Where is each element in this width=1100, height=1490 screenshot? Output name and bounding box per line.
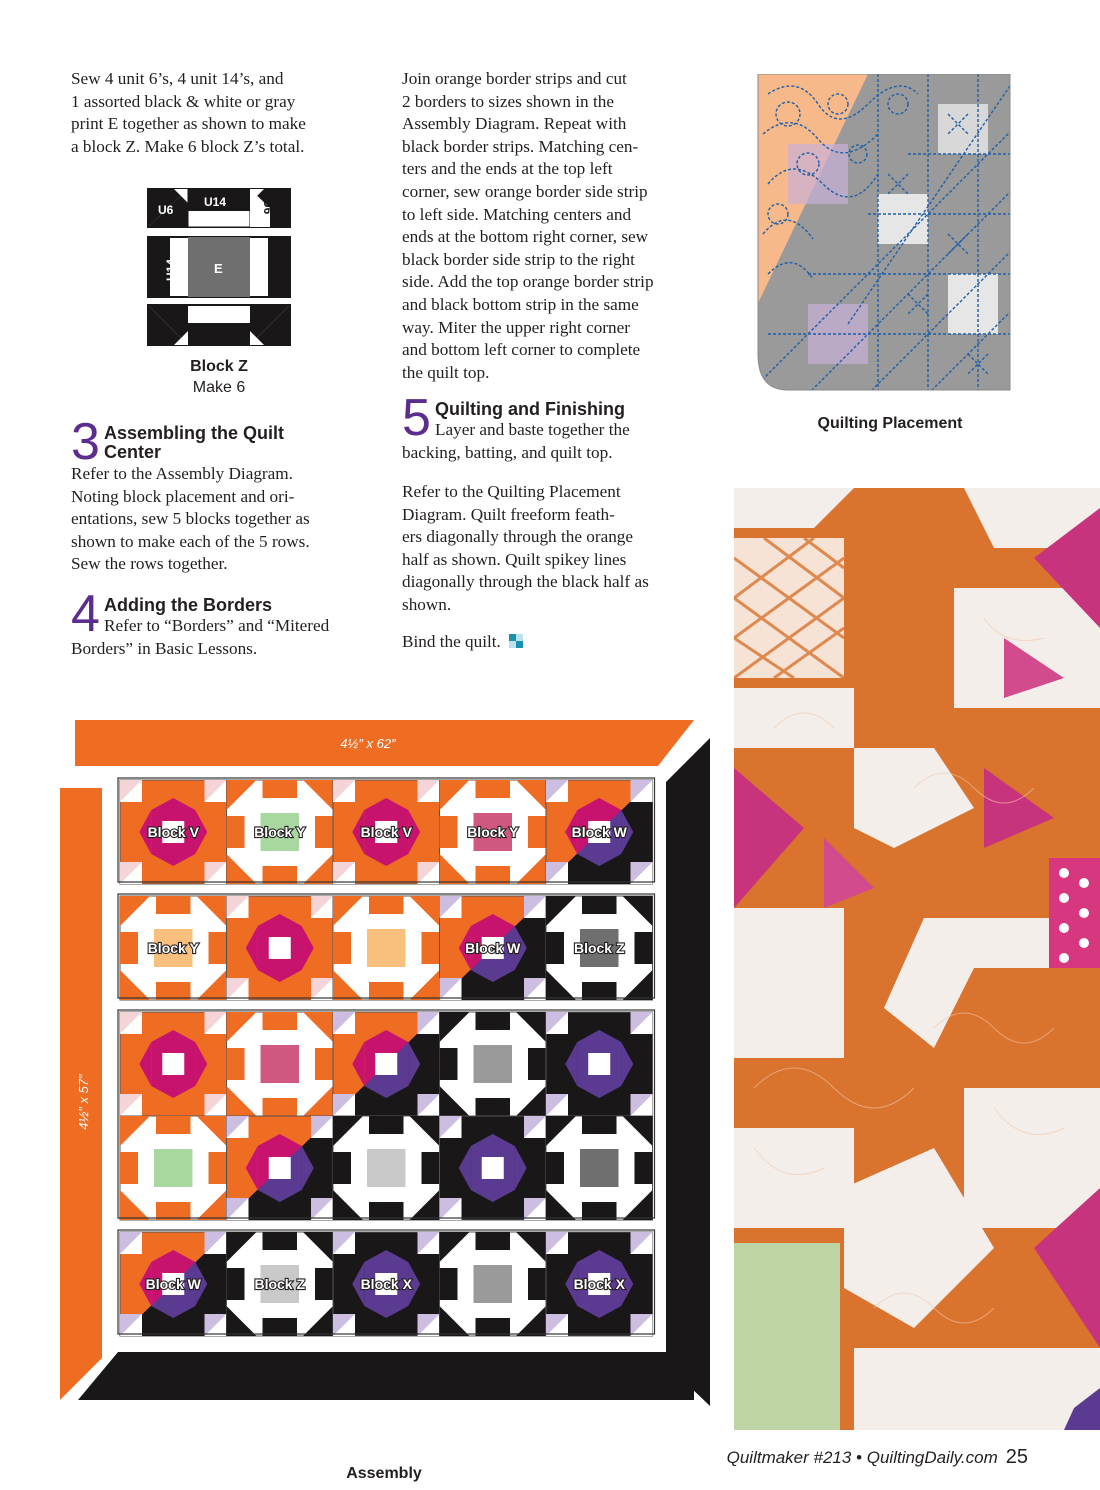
block-label: Block W [145,1276,201,1292]
quilt-block [546,896,653,1000]
block-label: Block Y [254,824,306,840]
quilt-block [120,1232,227,1336]
body-line: ends at the bottom right corner, sew [402,227,649,247]
e-label: E [214,261,223,276]
quilt-block [546,1116,653,1220]
right-border [666,738,710,1406]
step-3-body [71,463,371,576]
block-z-caption [146,356,292,398]
quilt-block [333,896,440,1000]
block-label: Block Z [573,940,625,956]
step-5-number: 5 [402,389,431,447]
u6-right-label: U6 [261,199,275,215]
body-line: way. Miter the upper right corner [402,317,630,337]
body-line: shown. [402,594,452,614]
quilt-block [440,780,547,884]
step-5 [402,389,712,464]
intro-line: a block Z. Make 6 block Z’s total. [71,136,305,156]
body-line: black border strips. Matching cen- [402,136,639,156]
quilting-instructions [402,481,712,617]
step-3-heading-line: Assembling the Quilt [104,423,285,443]
body-line: side. Add the top orange border strip [402,272,654,292]
quilt-block [546,780,653,884]
page-footer [727,1446,1028,1469]
body-line: and bottom left corner to complete [402,340,641,360]
quilt-block [333,1012,440,1116]
magazine-credit: Quiltmaker #213 • QuiltingDaily.com [726,1448,998,1467]
body-line: the quilt top. [402,362,490,382]
block-label: Block W [465,940,521,956]
quilt-block [440,1116,547,1220]
bind-line [402,631,712,654]
quilt-block [227,1232,334,1336]
body-line: backing, batting, and quilt top. [402,442,613,462]
block-label: Block W [571,824,627,840]
u6-left-label: U6 [158,203,174,217]
body-line: Diagram. Quilt freeform feath- [402,504,615,524]
end-mark-icon [509,634,523,648]
bind-text: Bind the quilt. [402,632,501,651]
block-label: Block X [360,1276,412,1292]
quilt-block [440,896,547,1000]
quilt-block [120,896,227,1000]
quilt-block [333,780,440,884]
block-label: Block V [360,824,412,840]
intro-line: print E together as shown to make [71,114,306,134]
body-line: half as shown. Quilt spikey lines [402,549,627,569]
bottom-border [78,1352,694,1400]
block-label: Block V [147,824,199,840]
step-3-heading [71,422,371,462]
step-5-body [402,419,712,464]
intro-line: 1 assorted black & white or gray [71,91,296,111]
quilt-block [333,1232,440,1336]
step-5-heading: Quilting and Finishing [435,399,625,419]
block-z-subtitle: Make 6 [192,379,246,396]
body-line: diagonally through the black half as [402,572,649,592]
body-line: to left side. Matching centers and [402,204,632,224]
body-line: entations, sew 5 blocks together as [71,509,310,529]
body-line: and black bottom strip in the same [402,294,639,314]
quilt-block [227,1012,334,1116]
quilting-placement-caption: Quilting Placement [817,415,963,432]
border-instructions [402,68,712,384]
step-3-heading-line: Center [104,442,162,462]
u14-side-label: U14 [164,258,178,281]
body-line: ters and the ends at the top left [402,159,613,179]
block-z-diagram [146,187,292,349]
top-border-label: 4½″ x 62″ [340,736,396,751]
body-line: shown to make each of the 5 rows. [71,531,310,551]
quilt-block [546,1012,653,1116]
body-line: Refer to the Quilting Placement [402,482,621,501]
quilt-block [227,1116,334,1220]
block-label: Block Z [254,1276,306,1292]
block-label: Block X [573,1276,625,1292]
step-3-number: 3 [71,413,100,471]
body-line: Noting block placement and ori- [71,486,295,506]
quilt-block [227,896,334,1000]
quilt-block [227,780,334,884]
step-4-body [71,615,371,660]
quilt-block [440,1232,547,1336]
block-label: Block Y [467,824,519,840]
block-z-title: Block Z [190,358,248,375]
quilt-block [333,1116,440,1220]
intro-line: Sew 4 unit 6’s, 4 unit 14’s, and [71,69,284,88]
quilt-photo [734,488,1100,1430]
quilt-block [120,780,227,884]
page-number: 25 [1005,1446,1028,1468]
body-line: Layer and baste together the [435,420,630,439]
intro-text [71,68,371,158]
assembly-diagram [58,718,718,1418]
body-line: Refer to the Assembly Diagram. [71,464,293,483]
step-4-number: 4 [71,585,100,643]
step-3 [71,413,371,576]
quilting-placement-diagram [748,74,1018,394]
body-line: Sew the rows together. [71,554,228,574]
body-line: corner, sew orange border side strip [402,181,648,201]
step-4 [71,585,371,660]
body-line: 2 borders to sizes shown in the [402,91,614,111]
body-line: Refer to “Borders” and “Mitered [104,616,330,635]
assembly-caption: Assembly [346,1465,422,1482]
quilt-block [120,1012,227,1116]
step-4-heading: Adding the Borders [104,595,273,615]
body-line: ers diagonally through the orange [402,527,634,547]
side-border-label: 4½″ x 57″ [76,1074,91,1130]
quilt-block [546,1232,653,1336]
block-label: Block Y [147,940,199,956]
body-line: Join orange border strips and cut [402,69,627,88]
u14-top-label: U14 [204,195,227,209]
quilt-block [440,1012,547,1116]
body-line: black border side strip to the right [402,249,635,269]
quilt-block [120,1116,227,1220]
body-line: Assembly Diagram. Repeat with [402,114,627,134]
body-line: Borders” in Basic Lessons. [71,638,258,658]
